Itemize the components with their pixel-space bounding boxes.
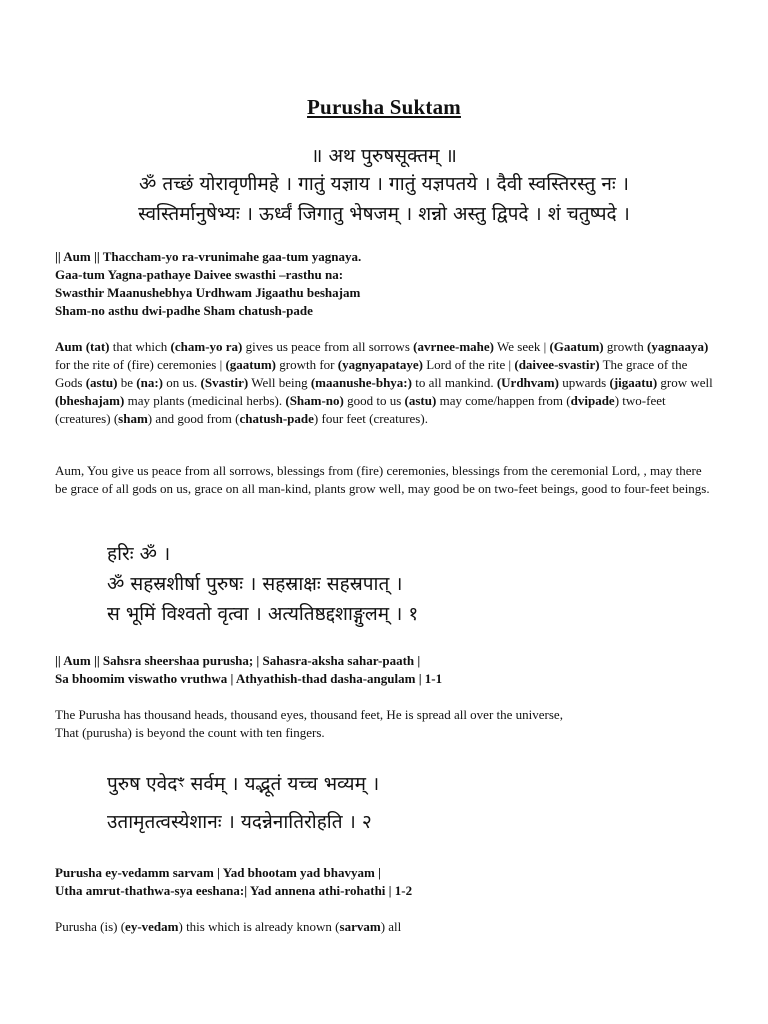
transliteration-block xyxy=(55,652,715,688)
bold-term: (na:) xyxy=(136,375,163,390)
bold-term: (cham-yo ra) xyxy=(170,339,243,354)
transliteration-line: || Aum || Sahsra sheershaa purusha; | Sahasra-aksha sahar-paath | xyxy=(55,653,421,668)
summary-line: The Purusha has thousand heads, thousand eyes, thousand feet, He is spread all over the universe, xyxy=(55,707,563,722)
plain-text: good to us xyxy=(343,393,405,408)
transliteration-line: Sa bhoomim viswatho vruthwa | Athyathish-thad dasha-angulam | 1-1 xyxy=(55,671,443,686)
plain-text: upwards xyxy=(558,375,610,390)
sanskrit-verse-line: पुरुष एवेदꣳ सर्वम् । यद्भूतं यच्च भव्यम् । xyxy=(107,773,380,795)
plain-text: growth xyxy=(603,339,647,354)
plain-text: grow well xyxy=(657,375,713,390)
bold-term: Aum (tat) xyxy=(55,339,110,354)
plain-text: ) and good from ( xyxy=(147,411,240,426)
sanskrit-verse-line: ॐ तच्छं योरावृणीमहे । गातुं यज्ञाय । गातुं यज्ञपतये । दैवी स्वस्तिरस्तु नः । xyxy=(138,173,630,195)
bold-term: (bheshajam) xyxy=(55,393,125,408)
plain-text: We seek | xyxy=(494,339,550,354)
bold-term: (daivee-svastir) xyxy=(514,357,600,372)
plain-text: Purusha (is) ( xyxy=(55,919,126,934)
plain-text: be xyxy=(117,375,137,390)
bold-term: (gaatum) xyxy=(225,357,276,372)
summary-paragraph xyxy=(55,706,715,742)
plain-text: that which xyxy=(109,339,171,354)
plain-text: may come/happen from ( xyxy=(436,393,571,408)
transliteration-line: Sham-no asthu dwi-padhe Sham chatush-pade xyxy=(55,303,313,318)
plain-text: ) all xyxy=(380,919,402,934)
sanskrit-verse-line: स्वस्तिर्मानुषेभ्यः । ऊर्ध्वं जिगातु भेषजम् । शन्नो अस्तु द्विपदे । शं चतुष्पदे । xyxy=(138,203,630,225)
bold-term: dvipade xyxy=(570,393,615,408)
plain-text: may plants (medicinal herbs). xyxy=(124,393,286,408)
plain-text: to all mankind. xyxy=(411,375,497,390)
plain-text: Well being xyxy=(248,375,311,390)
transliteration-line: || Aum || Thaccham-yo ra-vrunimahe gaa-tum yagnaya. xyxy=(55,249,362,264)
plain-text: for the rite of (fire) ceremonies | xyxy=(55,357,226,372)
transliteration-line: Purusha ey-vedamm sarvam | Yad bhootam yad bhavyam | xyxy=(55,865,381,880)
plain-text: The grace of the Gods xyxy=(55,357,688,390)
bold-term: (astu) xyxy=(85,375,118,390)
bold-term: (Gaatum) xyxy=(549,339,604,354)
word-meaning-paragraph xyxy=(55,918,715,936)
sanskrit-verse-line: ॐ सहस्रशीर्षा पुरुषः । सहस्राक्षः सहस्रपात् । xyxy=(107,573,403,595)
sanskrit-verse-line: उतामृतत्वस्येशानः । यदन्नेनातिरोहति । २ xyxy=(107,811,372,833)
page-title: Purusha Suktam xyxy=(307,95,461,119)
bold-term: chatush-pade xyxy=(239,411,314,426)
plain-text: Lord of the rite | xyxy=(422,357,515,372)
bold-term: (Svastir) xyxy=(200,375,249,390)
transliteration-block xyxy=(55,864,715,900)
bold-term: (yagnaaya) xyxy=(646,339,709,354)
plain-text: on us. xyxy=(162,375,201,390)
bold-term: sham xyxy=(118,411,148,426)
transliteration-block xyxy=(55,248,715,320)
bold-term: (yagnyapataye) xyxy=(337,357,423,372)
plain-text: growth for xyxy=(275,357,338,372)
bold-term: (astu) xyxy=(404,393,437,408)
summary-paragraph: Aum, You give us peace from all sorrows, blessings from (fire) ceremonies, blessings from the ceremonial Lord, , may there be grace of all gods on us, grace on all man-kind, plants grow well, may good be on two-feet beings, good to four-feet beings. xyxy=(55,463,710,496)
word-meaning-paragraph xyxy=(55,338,715,428)
bold-term: ey-vedam xyxy=(125,919,179,934)
plain-text: ) two-feet (creatures) ( xyxy=(55,393,666,426)
bold-term: (maanushe-bhya:) xyxy=(310,375,412,390)
plain-text: gives us peace from all sorrows xyxy=(242,339,414,354)
plain-text: ) four feet (creatures). xyxy=(313,411,428,426)
plain-text: ) this which is already known ( xyxy=(178,919,340,934)
sanskrit-heading: ॥ अथ पुरुषसूक्तम् ॥ xyxy=(311,145,457,167)
bold-term: (avrnee-mahe) xyxy=(413,339,494,354)
sanskrit-verse-line: स भूमिं विश्वतो वृत्वा । अत्यतिष्ठद्दशाङ्गुलम् । १ xyxy=(107,603,419,625)
bold-term: (Sham-no) xyxy=(285,393,344,408)
bold-term: (jigaatu) xyxy=(609,375,658,390)
summary-line: That (purusha) is beyond the count with ten fingers. xyxy=(55,725,325,740)
transliteration-line: Swasthir Maanushebhya Urdhwam Jigaathu beshajam xyxy=(55,285,361,300)
transliteration-line: Utha amrut-thathwa-sya eeshana:| Yad annena athi-rohathi | 1-2 xyxy=(55,883,413,898)
transliteration-line: Gaa-tum Yagna-pathaye Daivee swasthi –rasthu na: xyxy=(55,267,344,282)
bold-term: (Urdhvam) xyxy=(496,375,559,390)
bold-term: sarvam xyxy=(339,919,381,934)
sanskrit-verse-line: हरिः ॐ । xyxy=(107,543,171,565)
